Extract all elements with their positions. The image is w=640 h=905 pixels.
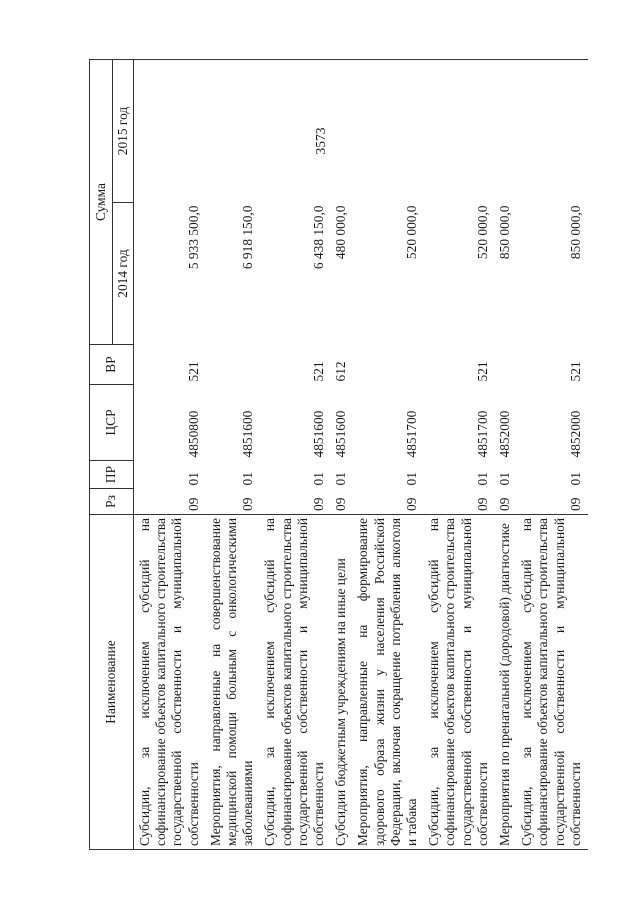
header-pr: ПР (90, 461, 134, 489)
table-row (333, 59, 355, 849)
row-name: Субсидии, за исключением субсидий на софинансирование объектов капитального строительства государственной собственности и муниципальной собственности (519, 515, 588, 850)
row-name: Субсидии, за исключением субсидий на софинансирование объектов капитального строительства государственной собственности и муниципальной собственности (426, 515, 497, 850)
table-row (208, 59, 263, 849)
budget-table-page (89, 60, 583, 850)
row-csr: 4852000 (567, 410, 583, 458)
header-csr: ЦСР (90, 385, 134, 461)
row-rz: 09 (404, 497, 420, 511)
table-row (134, 59, 208, 849)
row-name: Субсидии, за исключением субсидий на софинансирование объектов капитального строительства государственной собственности и муниципальной собственности (262, 515, 333, 850)
row-pr: 01 (474, 472, 490, 486)
row-csr: 4851600 (333, 410, 349, 458)
table-row (262, 59, 333, 849)
row-sum-2014: 520 000,0 (474, 205, 490, 260)
row-sum-2015 (426, 59, 497, 202)
row-name: Субсидии, за исключением субсидий на софинансирование объектов капитального строительства государственной собственности и муниципальной собственности (134, 515, 208, 850)
row-vr (497, 345, 519, 385)
row-vr (208, 345, 263, 385)
row-sum-2014: 480 000,0 (333, 205, 349, 260)
row-vr (355, 345, 426, 385)
header-year-2014: 2014 год (113, 203, 134, 345)
row-pr: 01 (185, 472, 201, 486)
row-csr: 4851600 (240, 410, 256, 458)
row-vr: 521 (567, 361, 583, 382)
row-pr: 01 (567, 472, 583, 486)
row-rz: 09 (185, 497, 201, 511)
row-sum-2014: 850 000,0 (497, 205, 513, 260)
row-sum-2014: 520 000,0 (404, 205, 420, 260)
header-rz: Рз (90, 489, 134, 515)
row-rz: 09 (474, 497, 490, 511)
header-sum: Сумма (90, 59, 113, 344)
row-vr: 612 (333, 361, 349, 382)
row-sum-2015 (134, 59, 208, 202)
row-sum-2015 (355, 59, 426, 202)
row-pr: 01 (497, 472, 513, 486)
row-pr: 01 (404, 472, 420, 486)
row-name: Мероприятия, направленные на формирование здорового образа жизни у населения Российской Федерации, включая сокращение потребления алкоголя и табака (355, 515, 426, 850)
row-sum-2015 (208, 59, 263, 202)
table-row (426, 59, 497, 849)
row-vr: 521 (185, 361, 201, 382)
row-rz: 09 (311, 497, 327, 511)
row-rz: 09 (333, 497, 349, 511)
row-sum-2014: 5 933 500,0 (185, 205, 201, 270)
row-name: Мероприятия по пренатальной (дородовой) диагностике (497, 515, 519, 850)
row-sum-2014: 850 000,0 (567, 205, 583, 260)
row-csr: 4851600 (311, 410, 327, 458)
row-sum-2015 (497, 59, 519, 202)
row-csr: 4851700 (474, 410, 490, 458)
row-pr: 01 (240, 472, 256, 486)
table-row (519, 59, 588, 849)
row-name: Мероприятия, направленные на совершенствование медицинской помощи больным с онкологическими заболеваниями (208, 515, 263, 850)
table-row (497, 59, 519, 849)
row-sum-2015 (519, 59, 588, 202)
row-pr: 01 (311, 472, 327, 486)
page-number: 3573 (313, 127, 328, 155)
row-rz: 09 (240, 497, 256, 511)
header-year-2015: 2015 год (113, 59, 134, 202)
row-sum-2014: 6 438 150,0 (311, 205, 327, 270)
row-vr: 521 (311, 361, 327, 382)
table-row (355, 59, 426, 849)
row-pr: 01 (333, 472, 349, 486)
row-csr: 4852000 (497, 410, 513, 458)
row-rz: 09 (567, 497, 583, 511)
row-csr: 4850800 (185, 410, 201, 458)
row-rz: 09 (497, 497, 513, 511)
budget-table (89, 59, 588, 850)
row-csr: 4851700 (404, 410, 420, 458)
row-sum-2015 (333, 59, 355, 202)
row-sum-2014: 6 918 150,0 (240, 205, 256, 270)
header-name: Наименование (90, 515, 134, 850)
row-name: Субсидии бюджетным учреждениям на иные цели (333, 515, 355, 850)
row-vr: 521 (474, 361, 490, 382)
header-vr: ВР (90, 345, 134, 385)
row-sum-2015 (262, 59, 333, 202)
